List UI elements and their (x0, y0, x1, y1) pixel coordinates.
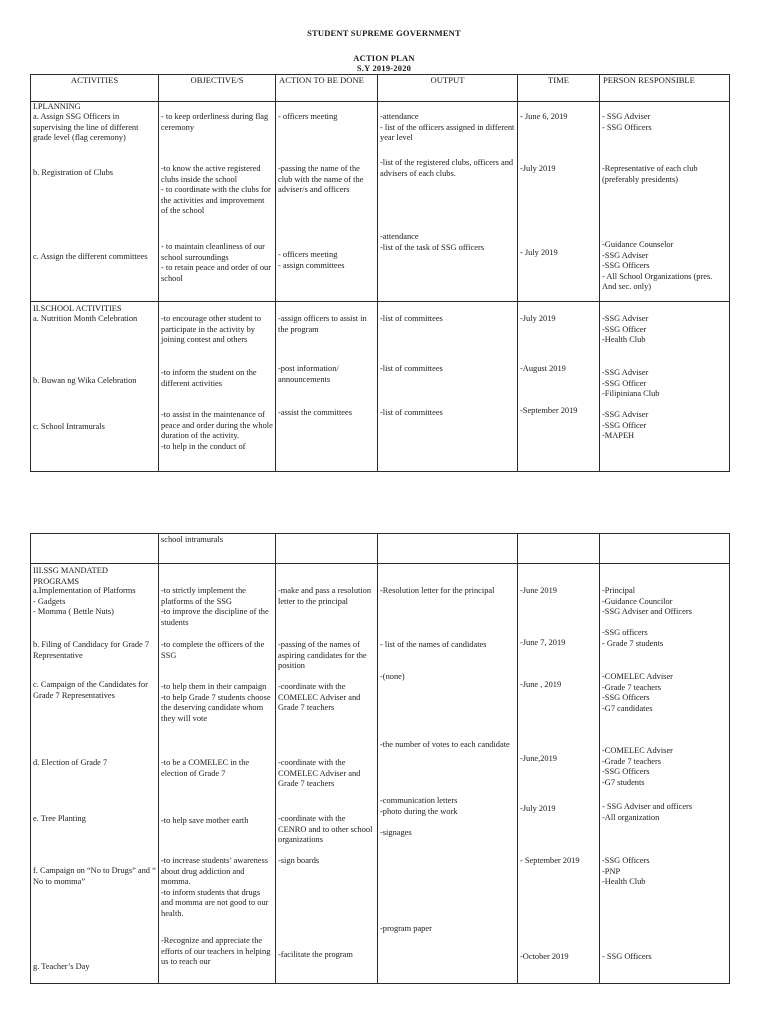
action-cell: - officers meeting - assign committees (278, 250, 345, 270)
table-header-row (31, 75, 730, 102)
person-cell: -SSG Adviser -SSG Officer -Health Club (602, 314, 649, 345)
col-activities: ACTIVITIES (31, 75, 159, 102)
output-cell: - list of the names of candidates (380, 640, 487, 649)
activity-platforms: a.Implementation of Platforms - Gadgets - Momma ( Bettle Nuts) (33, 586, 136, 617)
section-school-activities: II.SCHOOL ACTIVITIES (33, 304, 122, 313)
time-cell: -September 2019 (520, 406, 578, 415)
output-cell: -Resolution letter for the principal (380, 586, 495, 595)
table-row (31, 564, 730, 984)
activity-assign-committees: c. Assign the different committees (33, 252, 148, 261)
activity-assign-ssg: a. Assign SSG Officers in supervising the line of different grade level (flag ceremony) (33, 112, 139, 143)
plan-title: ACTION PLAN (353, 53, 415, 63)
time-cell: -July 2019 (520, 804, 556, 813)
objective-cell: -to know the active registered clubs inside the school - to coordinate with the clubs for the activities and improvement of the school (161, 164, 271, 216)
section-planning: I.PLANNING (33, 102, 81, 111)
action-cell: -coordinate with the CENRO and to other school organizations (278, 814, 373, 845)
action-cell: -assign officers to assist in the program (278, 314, 367, 334)
activity-teachers-day: g. Teacher’s Day (33, 962, 90, 971)
output-cell: -list of committees (380, 408, 443, 417)
activity-campaign-candidates: c. Campaign of the Candidates for Grade 7 Representatives (33, 680, 148, 700)
time-cell: -June 7, 2019 (520, 638, 566, 647)
activity-registration-clubs: b. Registration of Clubs (33, 168, 114, 177)
output-cell: -attendance - list of the officers assigned in different year level (380, 112, 515, 143)
output-cell: -list of committees (380, 314, 443, 323)
time-cell: -July 2019 (520, 314, 556, 323)
objective-cell: - to maintain cleanliness of our school surroundings - to retain peace and order of our school (161, 242, 271, 283)
objective-cell: -to help them in their campaign -to help Grade 7 students choose the deserving candidate whom they will vote (161, 682, 271, 723)
objective-cell: -to assist in the maintenance of peace and order during the whole duration of the activity. -to help in the conduct of (161, 410, 273, 451)
time-cell: -June,2019 (520, 754, 557, 763)
objective-cell: -to inform the student on the different activities (161, 368, 257, 388)
time-cell: -July 2019 (520, 164, 556, 173)
activity-tree-planting: e. Tree Planting (33, 814, 86, 823)
action-cell: -coordinate with the COMELEC Adviser and Grade 7 teachers (278, 758, 361, 789)
time-cell: -August 2019 (520, 364, 566, 373)
time-cell: -October 2019 (520, 952, 569, 961)
activity-filing-candidacy: b. Filing of Candidacy for Grade 7 Representative (33, 640, 150, 660)
continuation-text: school intramurals (161, 535, 224, 544)
col-objectives: OBJECTIVE/S (159, 75, 276, 102)
school-year: S.Y 2019-2020 (356, 63, 412, 73)
table-row (31, 534, 730, 564)
objective-cell: - to keep orderliness during flag ceremony (161, 112, 269, 132)
person-cell: - SSG Adviser - SSG Officers (602, 112, 652, 132)
table-row (31, 102, 730, 302)
time-cell: - July 2019 (520, 248, 558, 257)
output-cell: -signages (380, 828, 412, 837)
person-cell: -COMELEC Adviser -Grade 7 teachers -SSG Officers -G7 candidates (602, 672, 673, 713)
action-cell: -sign boards (278, 856, 320, 865)
output-cell: -list of the registered clubs, officers and advisers of each clubs. (380, 158, 514, 178)
person-cell: -SSG officers - Grade 7 students (602, 628, 664, 648)
objective-cell: -to be a COMELEC in the election of Grade 7 (161, 758, 250, 778)
col-person: PERSON RESPONSIBLE (600, 75, 730, 102)
activity-intramurals: c. School Intramurals (33, 422, 105, 431)
person-cell: -Principal -Guidance Councilor -SSG Adviser and Officers (602, 586, 692, 617)
action-cell: -assist the committees (278, 408, 352, 417)
output-cell: -the number of votes to each candidate (380, 740, 510, 749)
activity-nutrition-month: a. Nutrition Month Celebration (33, 314, 138, 323)
output-cell: -list of committees (380, 364, 443, 373)
person-cell: -SSG Adviser -SSG Officer -MAPEH (602, 410, 649, 441)
objective-cell: -to strictly implement the platforms of the SSG -to improve the discipline of the students (161, 586, 269, 627)
person-cell: -SSG Officers -PNP -Health Club (602, 856, 650, 887)
col-action: ACTION TO BE DONE (276, 75, 378, 102)
output-cell: -program paper (380, 924, 432, 933)
section-mandated-programs: III.SSG MANDATED PROGRAMS (33, 566, 108, 586)
activity-buwan-ng-wika: b. Buwan ng Wika Celebration (33, 376, 137, 385)
action-plan-table-2 (30, 533, 730, 984)
col-output: OUTPUT (378, 75, 518, 102)
objective-cell: -to increase students’ awareness about drug addiction and momma. -to inform students that drugs and momma are not good to our health. (161, 856, 269, 918)
time-cell: -June , 2019 (520, 680, 562, 689)
action-cell: -post information/ announcements (278, 364, 339, 384)
time-cell: - September 2019 (520, 856, 580, 865)
person-cell: -SSG Adviser -SSG Officer -Filipiniana Club (602, 368, 660, 399)
activity-no-to-drugs: f. Campaign on “No to Drugs” and “ No to momma” (33, 866, 156, 886)
action-plan-table-1 (30, 74, 730, 472)
person-cell: - SSG Adviser and officers -All organization (602, 802, 693, 822)
time-cell: - June 6, 2019 (520, 112, 568, 121)
person-cell: - SSG Officers (602, 952, 652, 961)
person-cell: -Guidance Counselor -SSG Adviser -SSG Officers - All School Organizations (pres. And sec. only) (602, 240, 713, 292)
objective-cell: -to complete the officers of the SSG (161, 640, 265, 660)
action-cell: -coordinate with the COMELEC Adviser and Grade 7 teachers (278, 682, 361, 713)
org-title: STUDENT SUPREME GOVERNMENT (307, 28, 461, 38)
objective-cell: -to encourage other student to participate in the activity by joining contest and others (161, 314, 262, 345)
person-cell: -Representative of each club (preferably presidents) (602, 164, 698, 184)
time-cell: -June 2019 (520, 586, 557, 595)
person-cell: -COMELEC Adviser -Grade 7 teachers -SSG Officers -G7 students (602, 746, 673, 787)
output-cell: -communication letters -photo during the work (380, 796, 458, 816)
activity-election: d. Election of Grade 7 (33, 758, 108, 767)
action-cell: -make and pass a resolution letter to the principal (278, 586, 372, 606)
output-cell: -(none) (380, 672, 405, 681)
action-cell: - officers meeting (278, 112, 338, 121)
table-row (31, 302, 730, 472)
objective-cell: -to help save mother earth (161, 816, 249, 825)
action-cell: -passing the name of the club with the name of the adviser/s and officers (278, 164, 364, 195)
col-time: TIME (518, 75, 600, 102)
objective-cell: -Recognize and appreciate the efforts of our teachers in helping us to reach our (161, 936, 271, 967)
action-cell: -passing of the names of aspiring candidates for the position (278, 640, 367, 671)
output-cell: -attendance -list of the task of SSG officers (380, 232, 485, 252)
action-cell: -facilitate the program (278, 950, 353, 959)
